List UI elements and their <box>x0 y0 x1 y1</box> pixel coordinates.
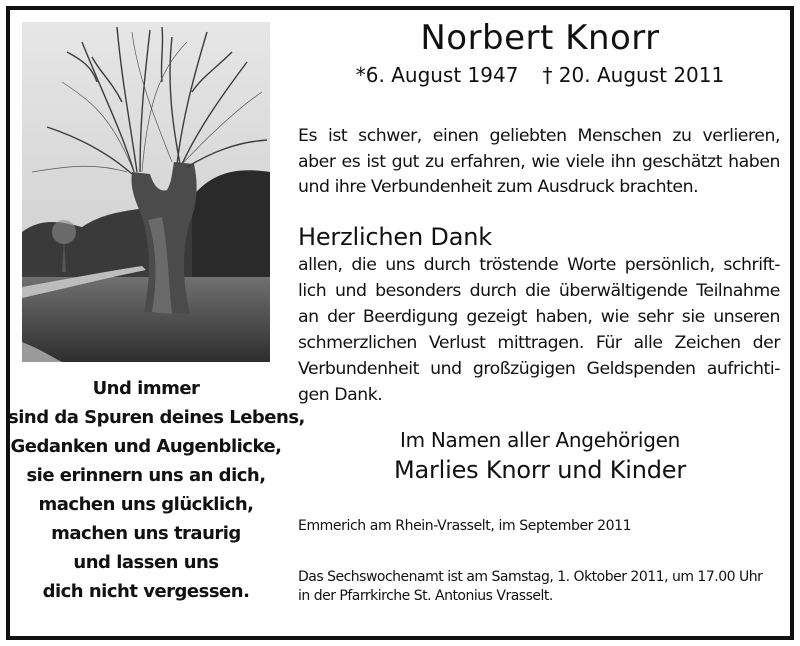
intro-text: Es ist schwer, einen geliebten Menschen zu verlieren, aber es ist gut zu erfahren, wie viele ihn geschätzt haben und ihre Verbundenheit zum Ausdruck brachten. <box>298 126 780 197</box>
deceased-name: Norbert Knorr <box>420 18 660 58</box>
poem <box>8 374 305 606</box>
thanks-line: Verbundenheit und großzügigen Geldspenden aufrichti- <box>298 359 780 379</box>
thanks-line: gen Dank. <box>298 385 383 405</box>
thanks-line: allen, die uns durch tröstende Worte persönlich, schrift- <box>298 255 780 275</box>
signature-intro: Im Namen aller Angehörigen <box>400 428 680 452</box>
poem-line: Gedanken und Augenblicke, <box>10 436 282 457</box>
thanks-line: lich und besonders durch die überwältigende Teilnahme <box>298 281 780 301</box>
thanks-line: schmerzlichen Verlust mittragen. Für alle Zeichen der <box>298 333 780 353</box>
poem-line: sind da Spuren deines Lebens, <box>8 407 305 428</box>
tree-photo <box>22 22 270 362</box>
life-dates <box>300 62 780 88</box>
poem-line: dich nicht vergessen. <box>42 581 250 602</box>
service-line: Das Sechswochenamt ist am Samstag, 1. Oktober 2011, um 17.00 Uhr <box>298 569 763 585</box>
tree-image <box>22 22 270 362</box>
service-line: in der Pfarrkirche St. Antonius Vrasselt. <box>298 588 553 604</box>
thanks-line: an der Beerdigung gezeigt haben, wie sehr sie unseren <box>298 307 780 327</box>
poem-line: machen uns glücklich, <box>38 494 254 515</box>
signature-names: Marlies Knorr und Kinder <box>393 456 687 484</box>
death-date: † 20. August 2011 <box>542 63 725 87</box>
poem-line: machen uns traurig <box>51 523 241 544</box>
thanks-text <box>298 252 780 408</box>
place-date: Emmerich am Rhein-Vrasselt, im September 2011 <box>298 518 632 534</box>
poem-line: Und immer <box>92 378 200 399</box>
service-info <box>298 568 784 606</box>
thanks-heading: Herzlichen Dank <box>298 223 492 251</box>
poem-line: und lassen uns <box>73 552 219 573</box>
poem-line: sie erinnern uns an dich, <box>26 465 266 486</box>
birth-date: *6. August 1947 <box>355 63 519 87</box>
